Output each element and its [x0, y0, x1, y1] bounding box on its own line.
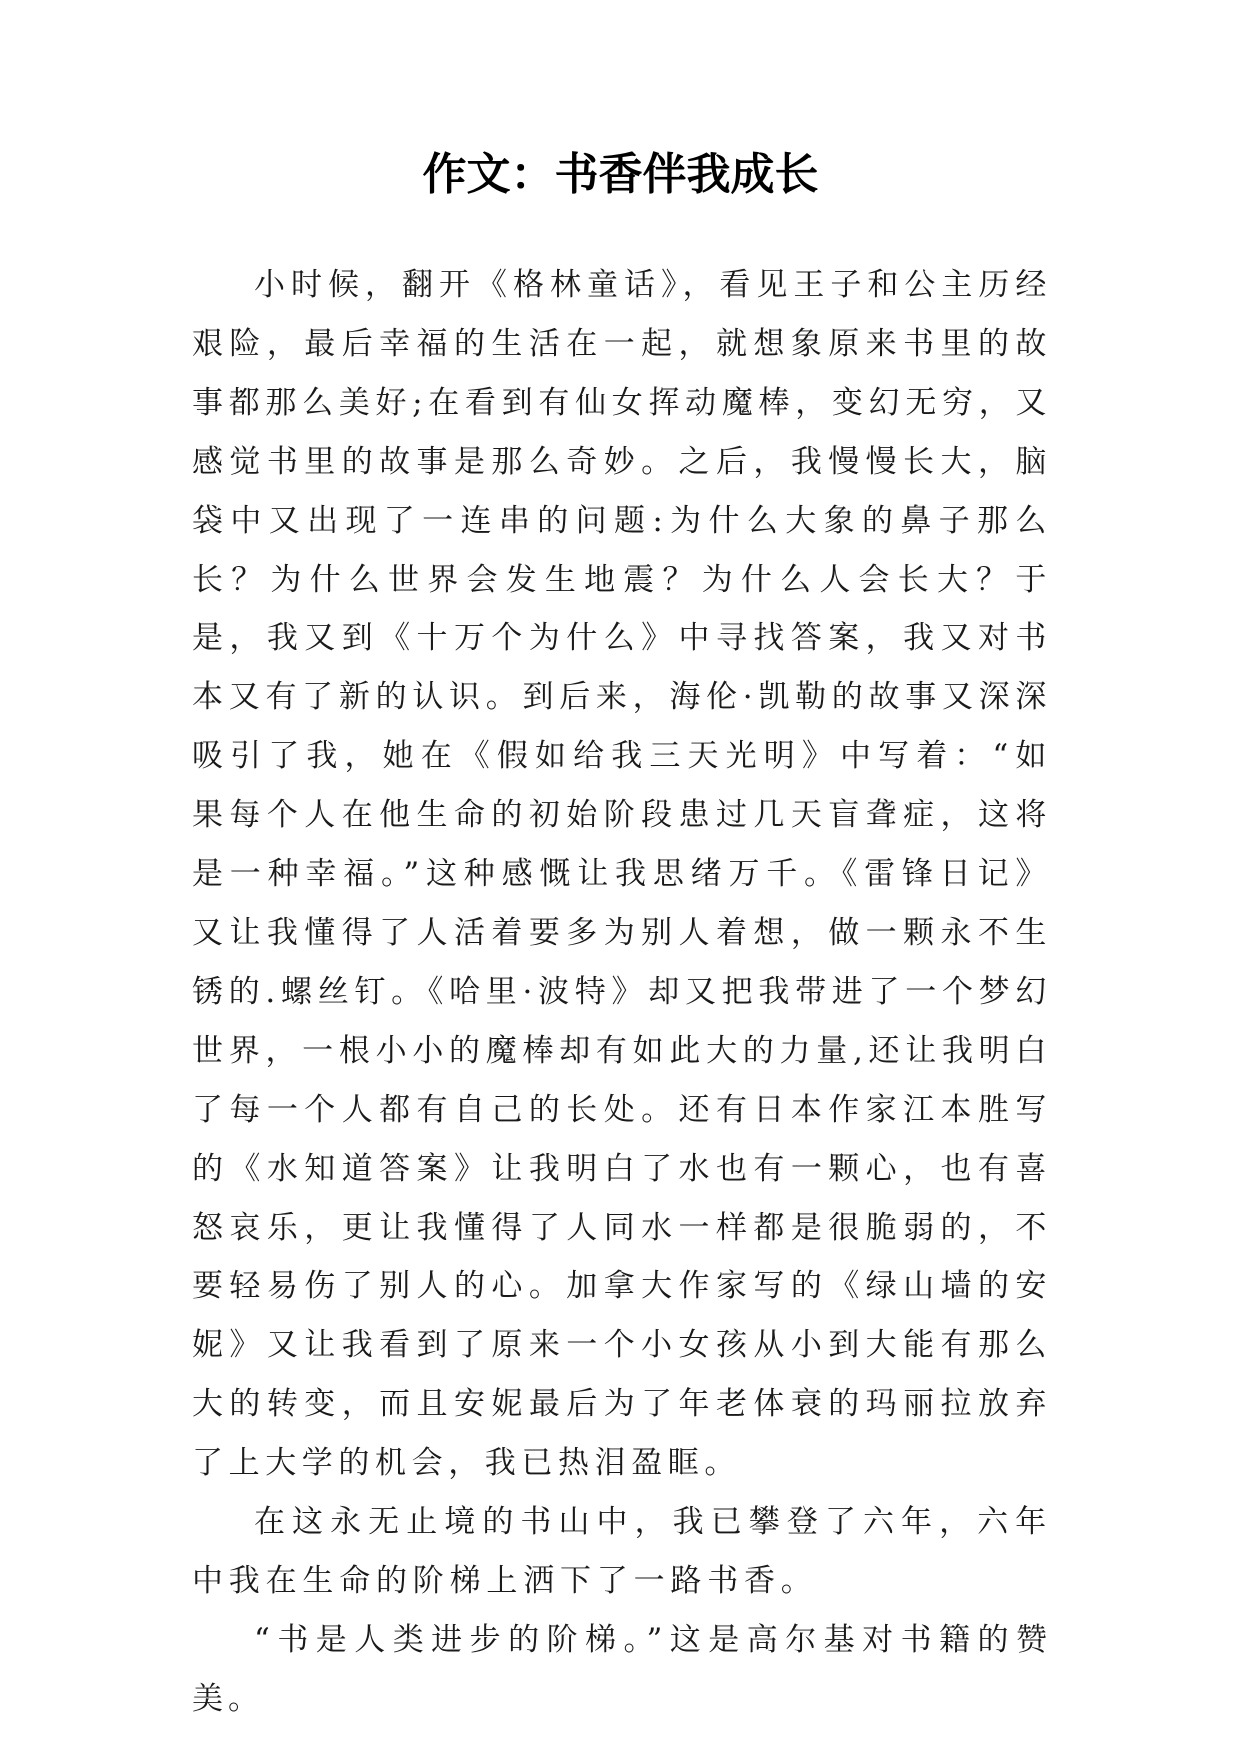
paragraph-reading-journey: 小时候，翻开《格林童话》，看见王子和公主历经艰险，最后幸福的生活在一起，就想象原来书里的故事都那么美好;在看到有仙女挥动魔棒，变幻无穷，又感觉书里的故事是那么奇妙。之后，我慢慢长大，脑袋中又出现了一连串的问题:为什么大象的鼻子那么长？为什么世界会发生地震？为什么人会长大？于是，我又到《十万个为什么》中寻找答案，我又对书本又有了新的认识。到后来，海伦·凯勒的故事又深深吸引了我，她在《假如给我三天光明》中写着：“如果每个人在他生命的初始阶段患过几天盲聋症，这将是一种幸福。”这种感慨让我思绪万千。《雷锋日记》又让我懂得了人活着要多为别人着想，做一颗永不生锈的.螺丝钉。《哈里·波特》却又把我带进了一个梦幻世界，一根小小的魔棒却有如此大的力量,还让我明白了每一个人都有自己的长处。还有日本作家江本胜写的《水知道答案》让我明白了水也有一颗心，也有喜怒哀乐，更让我懂得了人同水一样都是很脆弱的，不要轻易伤了别人的心。加拿大作家写的《绿山墙的安妮》又让我看到了原来一个小女孩从小到大能有那么大的转变，而且安妮最后为了年老体衰的玛丽拉放弃了上大学的机会，我已热泪盈眶。 — [192, 267, 1052, 1482]
essay-body — [192, 256, 1052, 1729]
paragraph-gorky-quote: “书是人类进步的阶梯。”这是高尔基对书籍的赞美。 — [192, 1621, 1052, 1717]
essay-title: 作文：书香伴我成长 — [422, 149, 819, 200]
paragraph-six-years: 在这永无止境的书山中，我已攀登了六年，六年中我在生命的阶梯上洒下了一路书香。 — [192, 1504, 1052, 1599]
